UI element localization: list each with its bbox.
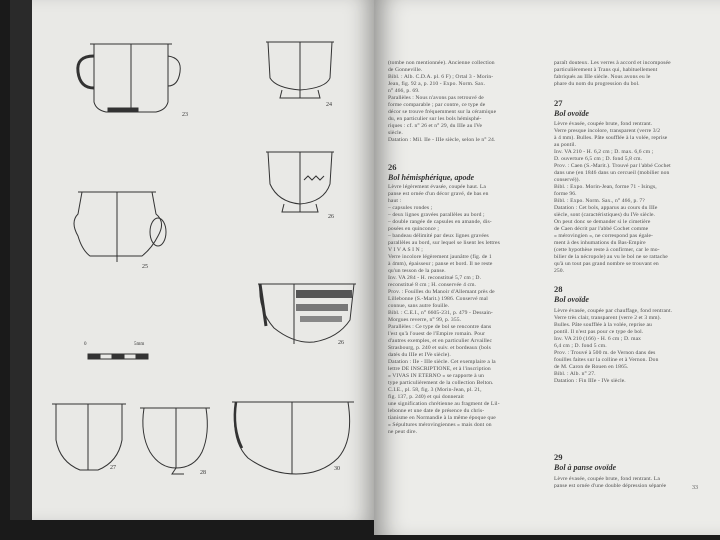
drawing-vessel-26a bbox=[260, 150, 360, 220]
text-line: une signification chrétienne au fragment de Lil- bbox=[388, 401, 500, 407]
entry-27-title: Bol ovoïde bbox=[554, 109, 589, 118]
text-line: Bibl. : Expo. Norm. Sax., n° 466, p. 7? bbox=[554, 198, 645, 204]
text-line: haut : bbox=[388, 198, 402, 204]
text-line: tianisme en Normandie à la même époque que bbox=[388, 415, 496, 421]
text-line: à 4 mm). Bulles. Pâte soufflée à la volée, reprise bbox=[554, 135, 668, 141]
text-line: Verre presque incolore, transparent (verre 3/2 bbox=[554, 128, 661, 134]
text-line: Verre incolore légèrement jaunâtre (fig. de 1 bbox=[388, 254, 492, 260]
entry-27-number: 27 bbox=[554, 98, 563, 108]
text-line: – capsules rondes ; bbox=[388, 205, 433, 211]
text-line: Bibl. : Alb. n° 27. bbox=[554, 371, 596, 377]
figure-label: 25 bbox=[142, 264, 148, 270]
drawing-vessel-24 bbox=[260, 38, 360, 103]
drawing-vessel-30 bbox=[230, 398, 360, 482]
entry-26-title: Bol hémisphérique, apode bbox=[388, 173, 475, 182]
text-line: bilier de la nécropole) au vu le bol ne se rattache bbox=[554, 254, 668, 260]
text-line: « mérovingien », ne correspond pas égale- bbox=[554, 233, 654, 239]
text-line: « VIVAS IN ETERNO » se rapporte à un bbox=[388, 373, 484, 379]
figure-label: 27 bbox=[110, 465, 116, 471]
text-line: Prov. : Trouvé à 500 m. de Vernon dans des bbox=[554, 350, 656, 356]
entry-29-title: Bol à panse ovoïde bbox=[554, 463, 616, 472]
text-line: dans une (en 1846 dans un cercueil (mobilier non bbox=[554, 170, 670, 176]
text-line: – double rangée de capsules en amande, dis- bbox=[388, 219, 492, 225]
text-line: Lèvre évasée, coupée par chauffage, fond rentrant. bbox=[554, 308, 673, 314]
text-line: Bibl. : C.E.I., n° 6605-231, p. 479 - Dessain- bbox=[388, 310, 493, 316]
text-line: pontil. Il n'est pas pour ce type de bol. bbox=[554, 329, 644, 335]
text-line: 6,4 cm ; D. fond 5 cm. bbox=[554, 343, 607, 349]
text-line: type particulièrement de la collection Belton. bbox=[388, 380, 494, 386]
text-line: de Caen décrit par l'abbé Cochet comme bbox=[554, 226, 649, 232]
text-line: Inv. VA 210 - H. 6,2 cm ; D. max. 6,6 cm ; bbox=[554, 149, 654, 155]
text-line: fabriqués au IIIe siècle. Nous avons eu le bbox=[554, 74, 651, 80]
text-line: qu'à un tout pas grand nombre se trouvant en bbox=[554, 261, 659, 267]
text-line: ne peut dire. bbox=[388, 429, 418, 435]
drawing-vessel-28 bbox=[136, 404, 226, 480]
text-line: lebonne et une date de présence du chris- bbox=[388, 408, 485, 414]
figure-label: 28 bbox=[200, 470, 206, 476]
text-line: fouilles faites sur la colline et à Vernon. Don bbox=[554, 357, 659, 363]
text-line: Datation : Fin IIIe - IVe siècle. bbox=[554, 378, 626, 384]
text-line: riques : cf. n° 26 et n° 29, du IIIe au IVe bbox=[388, 123, 483, 129]
text-line: Lillebonne (S.-Marit.) 1986. Conservé mal bbox=[388, 296, 488, 302]
entry-28-title: Bol ovoïde bbox=[554, 295, 589, 304]
text-line: Parallèles : Nous n'avons pas retrouvé de bbox=[388, 95, 484, 101]
text-line: Datation : IIe - IIIe siècle. Cet exemplaire a la bbox=[388, 359, 496, 365]
right-page-catalogue bbox=[374, 0, 720, 535]
text-line: Prov. : Fouilles du Manoir d'Allemant près de bbox=[388, 289, 495, 295]
text-line: forme comparable ; par contre, ce type de bbox=[388, 102, 486, 108]
text-line: Bibl. : Alb. C.D.A. pl. 6 F) ; Ortal 3 - Morin- bbox=[388, 74, 494, 80]
text-line: Strasbourg, p. 240 et suiv. et bordeaux (bols bbox=[388, 345, 491, 351]
text-line: à 4mm), épaisseur ; panse et bord. Il ne reste bbox=[388, 261, 493, 267]
text-line: Datation : Mil. IIe - IIIe siècle, selon le n° 24. bbox=[388, 137, 496, 143]
figure-label: 26 bbox=[328, 214, 334, 220]
text-line: d'autres exemples, et en particulier Arvaillec bbox=[388, 338, 493, 344]
text-line: forme 96. bbox=[554, 191, 577, 197]
drawing-vessel-25 bbox=[62, 192, 182, 272]
scale-label: 5mm bbox=[134, 342, 145, 347]
text-line: Lèvre évasée, coupée brute, fond rentrant. bbox=[554, 121, 653, 127]
text-line: Inv. VA 210 (166) - H. 6 cm ; D. max bbox=[554, 336, 642, 342]
text-line: V I V A S I N ; bbox=[388, 247, 423, 253]
text-line: – bandeau délimité par deux lignes gravées bbox=[388, 233, 489, 239]
text-line: D. ouverture 6,5 cm ; D. fond 5,8 cm. bbox=[554, 156, 643, 162]
entry-29-number: 29 bbox=[554, 452, 563, 462]
text-line: On peut donc se demander si le cimetière bbox=[554, 219, 651, 225]
text-line: (cette hypothèse reste à confirmer, car le mo- bbox=[554, 247, 660, 253]
scale-bar bbox=[88, 350, 168, 364]
text-line: Verre très clair, transparent (verre 2 et 3 mm). bbox=[554, 315, 662, 321]
text-line: n° 466, p. 69. bbox=[388, 88, 420, 94]
text-line: phare du nom du progression du bol. bbox=[554, 81, 640, 87]
text-line: ment à des inhumations du Bas-Empire bbox=[554, 240, 646, 246]
drawing-vessel-26b bbox=[254, 280, 364, 350]
text-line: connue, sans autre fouille. bbox=[388, 303, 450, 309]
book-spine-edge bbox=[10, 0, 32, 520]
text-line: « Sépultures mérovingiennes » mais dont on bbox=[388, 422, 492, 428]
left-page-plates bbox=[32, 0, 374, 520]
text-line: posées en quinconce ; bbox=[388, 226, 440, 232]
text-line: Jean, fig. 92 a, p. 210 - Expo. Norm. Sax. bbox=[388, 81, 486, 87]
text-line: Datation : Cet bols, apparus au cours du IIIe bbox=[554, 205, 658, 211]
text-line: (tombe non mentionnée). Ancienne collection bbox=[388, 60, 495, 66]
text-line: panse est ornée d'une double dépression séparée bbox=[554, 483, 667, 489]
text-line: siècle, sont (caractéristiques) du IVe siècle. bbox=[554, 212, 656, 218]
page-number: 33 bbox=[692, 485, 698, 491]
text-line: au pontil. bbox=[554, 142, 577, 148]
text-line: Inv. VA 284 - H. reconstitué 5,7 cm ; D. bbox=[388, 275, 482, 281]
text-line: Morgues reverre, n° 99, p. 355. bbox=[388, 317, 462, 323]
drawing-vessel-23 bbox=[72, 38, 192, 118]
entry-26-number: 26 bbox=[388, 162, 397, 172]
text-line: siècle. bbox=[388, 130, 403, 136]
text-line: Parallèles : Ce type de bol se rencontre dans bbox=[388, 324, 492, 330]
text-line: fig. 137, p. 240) et qui donnerait bbox=[388, 394, 464, 400]
text-line: Bibl. : Expo. Morin-Jean, forme 71 - Isings, bbox=[554, 184, 657, 190]
text-line: Lèvre évasée, coupée brute, fond rentrant. La bbox=[554, 476, 660, 482]
drawing-vessel-27 bbox=[46, 400, 146, 480]
text-line: qu'un tesson de la panse. bbox=[388, 268, 446, 274]
text-line: reconstitué 8 cm ; H. conservée 4 cm. bbox=[388, 282, 477, 288]
text-line: – deux lignes gravées parallèles au bord ; bbox=[388, 212, 485, 218]
text-line: datés du IIIe et IVe siècle). bbox=[388, 352, 451, 358]
text-line: panse est ornée d'un décor gravé, de bas en bbox=[388, 191, 489, 197]
text-line: 250. bbox=[554, 268, 565, 274]
text-line: parallèles au bord, sur lequel se lisent les lettres bbox=[388, 240, 500, 246]
text-line: lettre DE INSCRIPTIONE, et à l'inscription bbox=[388, 366, 491, 372]
text-line: du, en particulier sur les bols hémisphé- bbox=[388, 116, 482, 122]
text-line: particulièrement à Trans qui, habituellement bbox=[554, 67, 658, 73]
text-line: conservé)). bbox=[554, 177, 581, 183]
figure-label: 24 bbox=[326, 102, 332, 108]
text-line: décor se trouve fréquemment sur la céramique bbox=[388, 109, 497, 115]
text-line: Bulles. Pâte soufflée à la volée, reprise au bbox=[554, 322, 652, 328]
text-line: de M. Caron de Rouen en 1865. bbox=[554, 364, 629, 370]
figure-label: 26 bbox=[338, 340, 344, 346]
text-line: l'est qu'à l'ouest de l'Empire romain. Pour bbox=[388, 331, 486, 337]
figure-label: 30 bbox=[334, 466, 340, 472]
text-line: paraît douteux. Les verres à accord et incomposée bbox=[554, 60, 671, 66]
scale-zero: 0 bbox=[84, 342, 87, 347]
text-line: Prov. : Caen (S.-Marit.). Trouvé par l'abbé Cochet bbox=[554, 163, 671, 169]
text-line: Lèvre légèrement évasée, coupée haut. La bbox=[388, 184, 486, 190]
figure-label: 23 bbox=[182, 112, 188, 118]
entry-28-number: 28 bbox=[554, 284, 563, 294]
text-line: de Gonneville. bbox=[388, 67, 423, 73]
text-line: C.I.E., pl. 58, fig. 3 (Morin-Jean, pl. 21, bbox=[388, 387, 482, 393]
